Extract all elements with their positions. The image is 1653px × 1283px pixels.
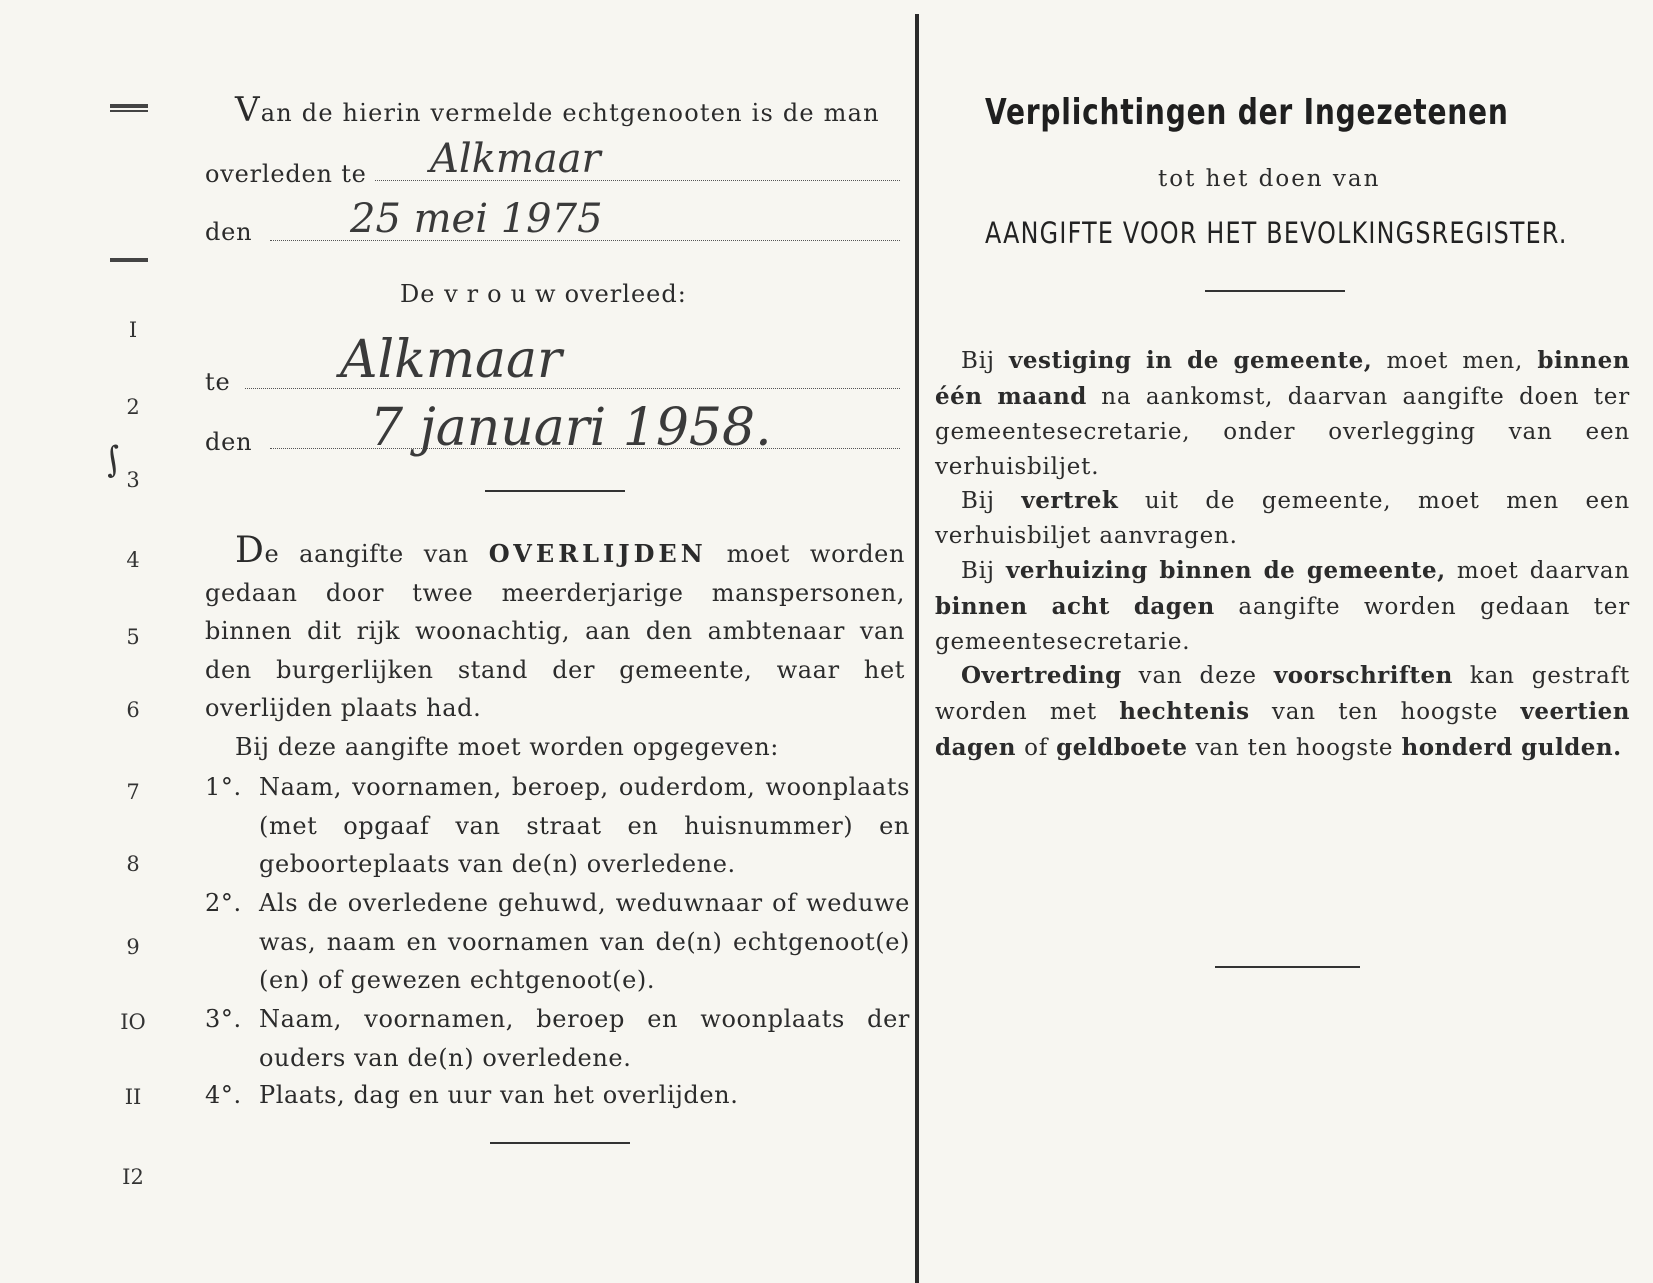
margin-number: 4: [126, 548, 140, 572]
vertrek-paragraph: Bij vertrek uit de gemeente, moet men een verhuisbiljet aanvragen.: [935, 487, 1630, 549]
list-item: [205, 768, 910, 884]
intro-capital: V: [235, 90, 261, 130]
margin-number: 6: [126, 698, 140, 722]
margin-number: 7: [126, 780, 140, 804]
margin-number: 3: [126, 468, 140, 492]
page-title: Verplichtingen der Ingezetenen: [985, 92, 1509, 133]
aangifte-paragraph: [205, 532, 905, 728]
handwritten-margin-mark: ∫: [100, 438, 126, 482]
margin-number: 2: [126, 395, 140, 419]
intro-line: [235, 90, 880, 130]
verhuizing-paragraph: Bij verhuizing binnen de gemeente, moet daarvan binnen acht dagen aangifte worden gedaan ter gemeentesecretarie.: [935, 557, 1630, 655]
man-date-handwritten: 25 mei 1975: [350, 196, 603, 242]
separator-rule: [1205, 290, 1345, 292]
list-item-text: Naam, voornamen, beroep, ouderdom, woonplaats (met opgaaf van straat en huisnummer) en geboorteplaats van de(n) overledene.: [259, 773, 910, 878]
overtreding-paragraph: Overtreding van deze voorschriften kan gestraft worden met hechtenis van ten hoogste veertien dagen of geldboete van ten hoogste honderd gulden.: [935, 662, 1630, 761]
paragraph-text: e aangifte van: [264, 540, 469, 568]
overleden-te-label: overleden te: [205, 160, 367, 188]
separator-rule: [1215, 966, 1360, 968]
column-divider: [915, 14, 919, 1283]
man-place-handwritten: Alkmaar: [430, 136, 601, 182]
list-item-text: Als de overledene gehuwd, weduwnaar of weduwe was, naam en voornamen van de(n) echtgenoot(e) (en) of gewezen echtgenoot(e).: [259, 889, 910, 994]
list-item-number: 4°.: [205, 1081, 242, 1109]
section-heading: AANGIFTE VOOR HET BEVOLKINGSREGISTER.: [985, 216, 1568, 250]
separator-rule: [485, 490, 625, 492]
margin-number: IO: [120, 1010, 146, 1034]
list-item-text: Plaats, dag en uur van het overlijden.: [259, 1081, 739, 1109]
subtitle: tot het doen van: [1158, 166, 1381, 192]
vrouw-suffix: overleed:: [564, 280, 687, 308]
margin-mark: [110, 104, 148, 108]
den-label: den: [205, 428, 253, 456]
vestiging-paragraph: Bij vestiging in de gemeente, moet men, binnen één maand na aankomst, daarvan aangifte doen ter gemeentesecretarie, onder overlegging van een verhuisbiljet.: [935, 347, 1630, 480]
list-item: [205, 1000, 910, 1077]
paragraph-text: moet worden gedaan door twee meerderjarige manspersonen, binnen dit rijk woonachtig, aan den ambtenaar van den burgerlijken stand der gemeente, waar het overlijden plaats had.: [205, 540, 906, 722]
margin-number: I2: [122, 1165, 144, 1189]
margin-number: I: [128, 318, 138, 342]
paragraph-bold-word: OVERLIJDEN: [488, 539, 707, 568]
den-label: den: [205, 218, 253, 246]
list-intro: Bij deze aangifte moet worden opgegeven:: [235, 733, 779, 761]
list-item-number: 2°.: [205, 889, 242, 917]
vrouw-place-handwritten: Alkmaar: [340, 330, 562, 390]
vrouw-word: vrouw: [444, 280, 565, 308]
margin-number: 8: [126, 852, 140, 876]
separator-rule: [490, 1142, 630, 1144]
list-item-number: 3°.: [205, 1005, 242, 1033]
intro-text: an de hierin vermelde echtgenooten is de man: [260, 99, 880, 127]
margin-mark: [110, 110, 148, 112]
margin-number: 9: [126, 935, 140, 959]
vrouw-date-handwritten: 7 januari 1958.: [370, 398, 772, 458]
te-label: te: [205, 368, 231, 396]
margin-number: 5: [126, 625, 140, 649]
list-item-number: 1°.: [205, 773, 242, 801]
vrouw-line: [400, 280, 687, 308]
list-item: [205, 884, 910, 1000]
margin-numbering: [100, 0, 160, 1283]
vrouw-prefix: De: [400, 280, 436, 308]
list-item-text: Naam, voornamen, beroep en woonplaats der ouders van de(n) overledene.: [259, 1005, 910, 1072]
margin-mark: [110, 258, 148, 262]
margin-number: II: [124, 1085, 142, 1109]
paragraph-capital: D: [235, 530, 265, 571]
list-item: [205, 1076, 910, 1115]
